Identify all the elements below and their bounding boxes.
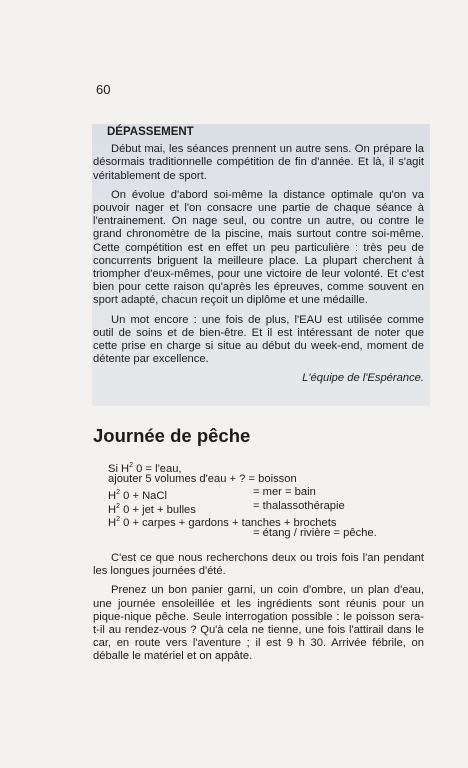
formula-line-1: Si $H^2$ 0 = l'eau, bbox=[108, 462, 182, 475]
section-paragraph-3: Un mot encore : une fois de plus, l'EAU est utilisée comme outil de soins et de bien-être. Et il est intéressant de noter que cette prise en charge si situe au début du week-end, moment de détente par excellence. bbox=[93, 313, 424, 366]
formula-line-5: $H^2$ 0 + carpes + gardons + tanches + brochets bbox=[108, 516, 337, 530]
section-paragraph-1: Début mai, les séances prennent un autre sens. On prépare la désormais traditionnelle compétition de fin d'année. Et là, il s'agit véritablement de sport. bbox=[93, 143, 424, 182]
formula-block bbox=[108, 459, 408, 541]
section-signature: L'équipe de l'Espérance. bbox=[302, 372, 424, 385]
depassement-section bbox=[93, 126, 424, 386]
section-title: DÉPASSEMENT bbox=[107, 126, 194, 138]
section-paragraph-2: On évolue d'abord soi-même la distance optimale qu'on va pouvoir nager et l'on consacre une partie de chaque séance à l'entrainement. On nage seul, ou contre un autre, ou contre le grand chronomètre de la piscine, mais surtout contre soi-même. Cette compétition est en effet un peu particulière : très peu de concurrents briguent la meilleure place. La plupart cherchent à triompher d'eux-mêmes, pour une victoire de leur volonté. Et c'est bien pour cette raison qu'après les épreuves, comme souvent en sport adapté, chacun reçoit un diplôme et une médaille. bbox=[93, 188, 424, 307]
article-paragraph-1: C'est ce que nous recherchons deux ou trois fois l'an pendant les longues journées d'été. bbox=[93, 552, 424, 578]
article-paragraph-2: Prenez un bon panier garni, un coin d'ombre, un plan d'eau, une journée ensoleillée et les ingrédients sont réunis pour un pique-nique pêche. Seule interrogation possible : le poisson sera-t-il au rendez-vous ? Qu'à cela ne tienne, une fois l'attirail dans le car, en route vers l'aventure ; il est 9 h 30. Arrivée fébrile, on déballe le matériel et on appâte. bbox=[93, 584, 424, 663]
formula-line-6: = étang / rivière = pêche. bbox=[253, 526, 377, 539]
formula-line-4: $H^2$ 0 + jet + bulles = thalassothérapie bbox=[108, 499, 345, 516]
article-body bbox=[93, 552, 424, 670]
article-title: Journée de pêche bbox=[93, 425, 251, 446]
formula-line-3: $H^2$ 0 + NaCl = mer = bain bbox=[108, 486, 316, 503]
page-number: 60 bbox=[96, 82, 111, 97]
formula-line-2: ajouter 5 volumes d'eau + ? = boisson bbox=[108, 472, 297, 485]
